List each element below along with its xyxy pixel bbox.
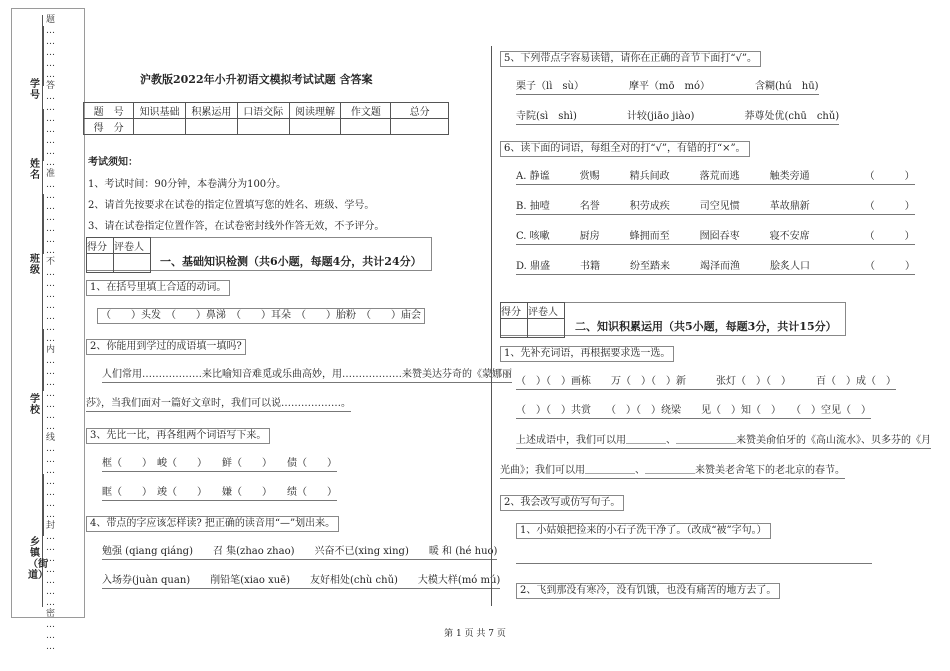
s1-q2-line1[interactable]: 人们常用………………来比喻知音难觅或乐曲高妙，用………………来赞美达芬奇的《蒙娜丽 [102, 370, 512, 383]
score-header-cell: 口语交际 [237, 103, 289, 119]
s1-q3-prompt: 3、先比一比，再各组两个词语写下来。 [86, 428, 270, 444]
grader-score-label: 得分 [87, 238, 114, 254]
s1-q6-option-b[interactable]: B. 抽噎 名誉 积劳成疾 司空见惯 革故鼎新 （ ） [516, 202, 915, 215]
s1-q1-answer-line[interactable]: （ ）头发 （ ）鼻涕 （ ）耳朵 （ ）胎粉 （ ）庙会 [97, 308, 425, 324]
score-cell[interactable] [341, 119, 391, 135]
grader-score-cell[interactable] [87, 254, 114, 273]
s1-q3-line1[interactable]: 框（ ） 峻（ ） 鲜（ ） 债（ ） [102, 459, 337, 472]
field-line [42, 474, 44, 536]
score-cell[interactable] [289, 119, 341, 135]
s1-q1-prompt: 1、在括号里填上合适的动词。 [86, 280, 230, 296]
score-cell[interactable] [134, 119, 186, 135]
s1-q4-line1[interactable]: 勉强 (qiang qiáng) 召 集(zhao zhao) 兴奋不已(xing xing) 暖 和 (hé huo) [102, 547, 497, 560]
score-header-cell: 题 号 [84, 103, 134, 119]
field-line [42, 329, 44, 391]
notice-item: 3、请在试卷指定位置作答，在试卷密封线外作答无效，不予评分。 [88, 221, 385, 232]
binding-column-text: 题 … … … … … 答 … … … … … … … 准 … … … … … … … 不 … … … … … … … 内 … … … … … … … 线 … … … … … … … 封 … … … … … … … 密 … … … [46, 15, 56, 652]
notice-heading: 考试须知： [88, 157, 138, 168]
class-label: 班级 [30, 254, 40, 276]
grader-reviewer-label: 评卷人 [528, 303, 565, 319]
s2-q2-prompt: 2、我会改写或仿写句子。 [500, 495, 624, 511]
score-header-cell: 作文题 [341, 103, 391, 119]
s1-q5-prompt: 5、下列带点字容易读错，请你在正确的音节下面打“√”。 [500, 51, 761, 67]
score-header-cell: 总分 [391, 103, 449, 119]
s1-q6-prompt: 6、读下面的词语，每组全对的打“√”，有错的打“×”。 [500, 141, 750, 157]
grader-reviewer-cell[interactable] [114, 254, 151, 273]
score-row-label: 得 分 [84, 119, 134, 135]
s1-q6-option-c[interactable]: C. 咳嗽 厨房 蜂拥而至 囫囵吞枣 寝不安席 （ ） [516, 232, 915, 245]
page-number: 第 1 页 共 7 页 [444, 629, 506, 639]
student-id-label: 学号 [30, 79, 40, 101]
s1-q5-line2[interactable]: 寺院(sì shì) 计较(jiāo jiào) 莽尊处优(chū chǔ) [516, 112, 839, 125]
s1-q3-line2[interactable]: 眶（ ） 竣（ ） 嫌（ ） 绩（ ） [102, 488, 337, 501]
s1-q4-prompt: 4、带点的字应该怎样读? 把正确的读音用“—”划出来。 [86, 516, 339, 532]
s2-q2-sentence1: 1、小姑娘把捡来的小石子洗干净了。（改成“被”字句。） [516, 523, 771, 539]
township-label: 乡镇（街道） [28, 537, 48, 581]
score-cell[interactable] [237, 119, 289, 135]
notice-item: 1、考试时间：90分钟，本卷满分为100分。 [88, 179, 287, 190]
field-line [42, 194, 44, 254]
s2-q1-line2[interactable]: （ ）（ ）共赏 （ ）（ ）绕梁 见（ ）知（ ） （ ）空见（ ） [516, 406, 871, 419]
notice-item: 2、请首先按要求在试卷的指定位置填写您的姓名、班级、学号。 [88, 200, 375, 211]
score-header-cell: 积累运用 [185, 103, 237, 119]
field-line [42, 26, 44, 86]
grader-reviewer-label: 评卷人 [114, 238, 151, 254]
score-header-cell: 知识基础 [134, 103, 186, 119]
field-line [42, 109, 44, 161]
score-cell[interactable] [185, 119, 237, 135]
s2-q1-prompt: 1、先补充词语，再根据要求选一选。 [500, 346, 674, 362]
grader-box [86, 237, 151, 273]
score-header-cell: 阅读理解 [289, 103, 341, 119]
s1-q6-option-d[interactable]: D. 鼎盛 书籍 纷至踏来 竭泽而渔 脍炙人口 （ ） [516, 262, 915, 275]
score-table [83, 102, 449, 135]
s2-q2-sentence2: 2、飞到那没有寒冷，没有饥饿，也没有痛苦的地方去了。 [516, 583, 780, 599]
s2-q1-line3[interactable]: 上述成语中，我们可以用＿＿＿＿、＿＿＿＿＿＿来赞美俞伯牙的《高山流水》、贝多芬的《月 [516, 436, 931, 449]
answer-line[interactable] [516, 548, 872, 564]
column-divider [491, 46, 492, 606]
grader-score-cell[interactable] [501, 319, 528, 338]
s2-q1-line4[interactable]: 光曲》；我们可以用＿＿＿＿＿、＿＿＿＿＿来赞美老舍笔下的老北京的春节。 [500, 466, 845, 479]
section2-title: 二、知识积累运用（共5小题，每题3分，共计15分） [575, 320, 837, 333]
s1-q5-line1[interactable]: 栗子（lì sù） 摩平（mō mó） 含糊(hú hū) [516, 82, 819, 95]
s1-q2-prompt: 2、你能用到学过的成语填一填吗? [86, 339, 246, 355]
score-cell[interactable] [391, 119, 449, 135]
school-label: 学校 [30, 394, 40, 416]
s1-q6-option-a[interactable]: A. 静谧 赏赐 精兵间政 落荒而逃 触类旁通 （ ） [516, 172, 915, 185]
grader-score-label: 得分 [501, 303, 528, 319]
name-label: 姓名 [30, 159, 40, 181]
exam-title: 沪教版2022年小升初语文模拟考试试题 含答案 [140, 73, 373, 86]
s1-q2-line2[interactable]: 莎》，当我们面对一篇好文章时，我们可以说………………。 [86, 399, 351, 412]
binding-strip [11, 8, 85, 652]
grader-reviewer-cell[interactable] [528, 319, 565, 338]
grader-box [500, 302, 565, 338]
section1-title: 一、基础知识检测（共6小题，每题4分，共计24分） [160, 255, 422, 268]
s1-q4-line2[interactable]: 入场券(juàn quan) 削铅笔(xiao xuē) 友好相处(chù chǔ) 大模大样(mó mú) [102, 576, 500, 589]
s2-q1-line1[interactable]: （ ）（ ）画栋 万（ ）（ ）新 张灯（ ）（ ） 百（ ）成（ ） [516, 377, 896, 390]
